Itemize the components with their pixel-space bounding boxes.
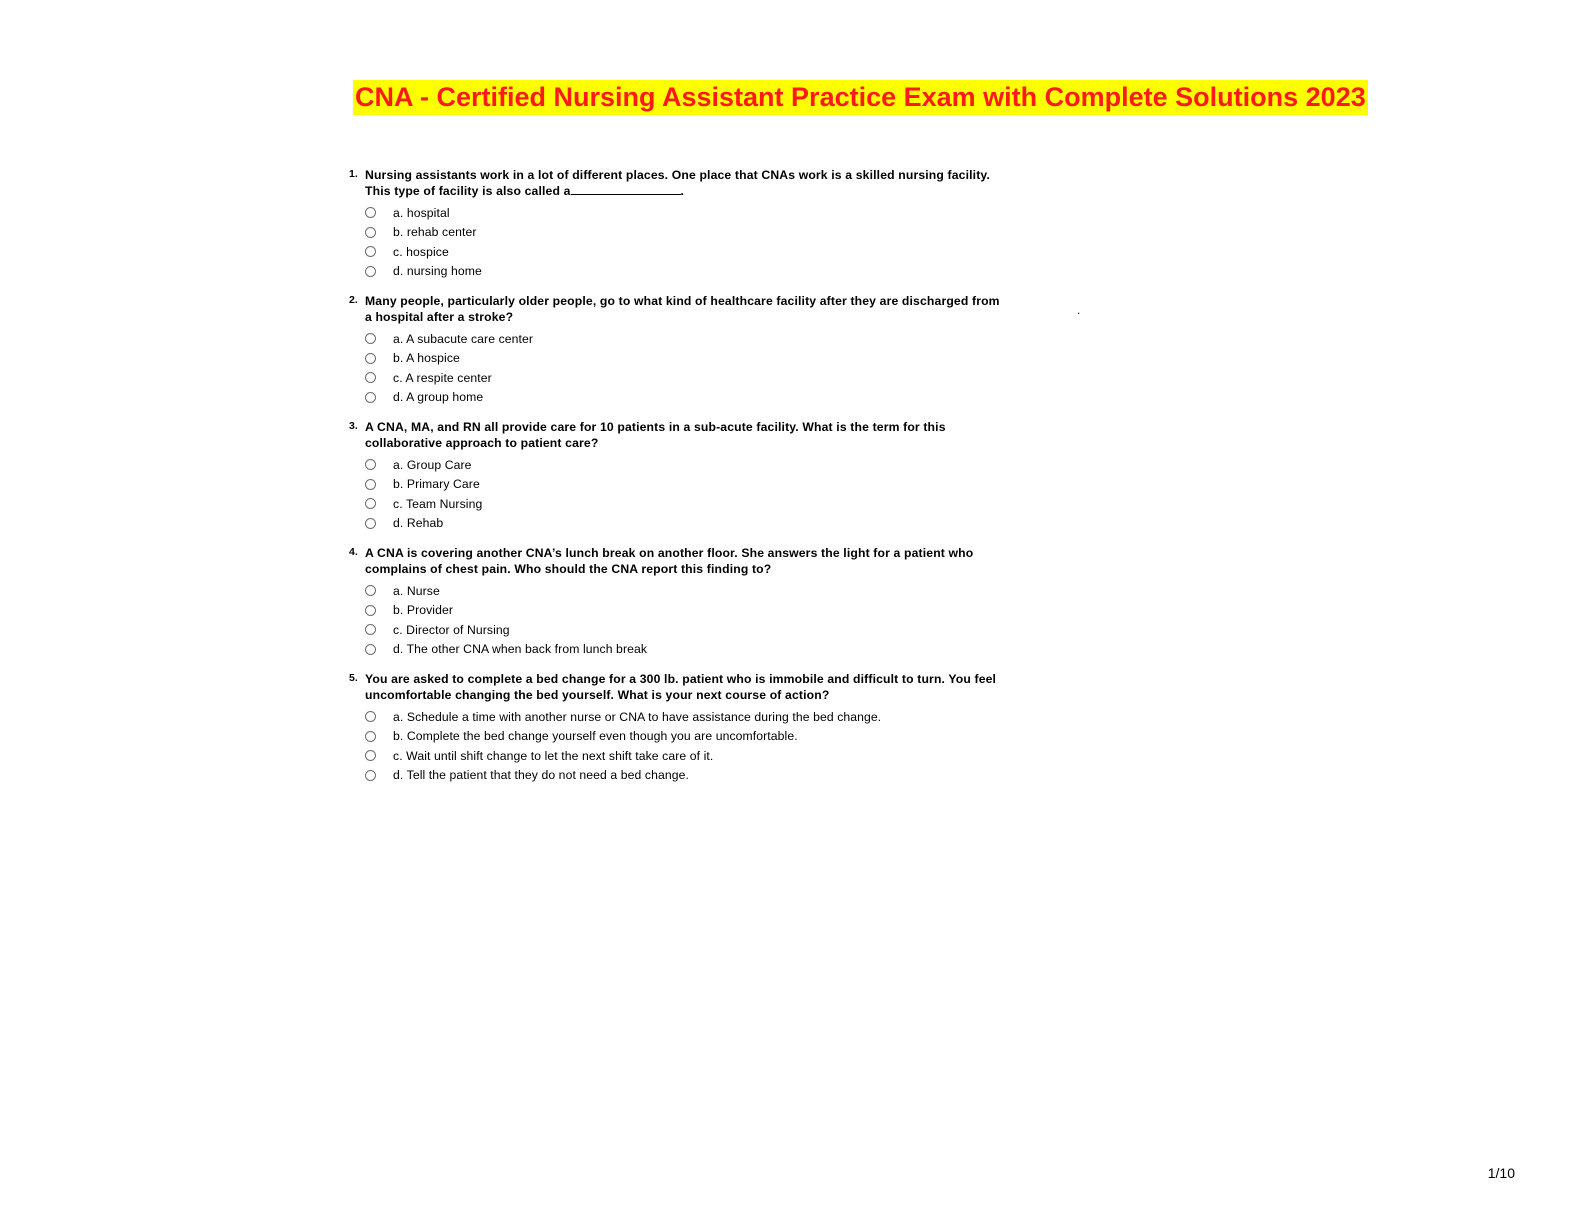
answer-options [349, 455, 1009, 533]
answer-option-d[interactable] [349, 766, 1009, 786]
radio-button[interactable] [365, 498, 376, 509]
page-number: 1/10 [1487, 1165, 1515, 1181]
question-number: 2. [349, 294, 358, 306]
radio-button[interactable] [365, 227, 376, 238]
radio-button[interactable] [365, 750, 376, 761]
radio-button[interactable] [365, 372, 376, 383]
stray-mark: . [1077, 303, 1081, 317]
answer-option-c[interactable] [349, 368, 1009, 388]
question-2 [349, 293, 1009, 407]
answer-option-c[interactable] [349, 494, 1009, 514]
answer-option-b[interactable] [349, 223, 1009, 243]
answer-option-a[interactable] [349, 581, 1009, 601]
radio-button[interactable] [365, 479, 376, 490]
radio-button[interactable] [365, 605, 376, 616]
radio-button[interactable] [365, 207, 376, 218]
option-label: c. Team Nursing [393, 496, 483, 511]
radio-button[interactable] [365, 246, 376, 257]
question-list [349, 167, 1009, 797]
answer-option-a[interactable] [349, 203, 1009, 223]
answer-option-d[interactable] [349, 514, 1009, 534]
answer-option-d[interactable] [349, 640, 1009, 660]
question-number: 1. [349, 168, 358, 180]
radio-button[interactable] [365, 266, 376, 277]
document-title: CNA - Certified Nursing Assistant Practice Exam with Complete Solutions 2023 [353, 80, 1368, 115]
answer-option-c[interactable] [349, 620, 1009, 640]
option-label: a. Schedule a time with another nurse or CNA to have assistance during the bed change. [393, 709, 882, 724]
option-label: d. Rehab [393, 516, 444, 531]
question-number: 4. [349, 546, 358, 558]
radio-button[interactable] [365, 624, 376, 635]
answer-option-c[interactable] [349, 242, 1009, 262]
radio-button[interactable] [365, 711, 376, 722]
question-text: You are asked to complete a bed change for a 300 lb. patient who is immobile and difficult to turn. You feel uncomfortable changing the bed yourself. What is your next course of action? [365, 672, 997, 702]
answer-option-a[interactable] [349, 329, 1009, 349]
radio-button[interactable] [365, 333, 376, 344]
option-label: b. rehab center [393, 225, 477, 240]
option-label: a. A subacute care center [393, 331, 534, 346]
option-label: c. A respite center [393, 370, 492, 385]
radio-button[interactable] [365, 731, 376, 742]
option-label: b. Provider [393, 603, 454, 618]
answer-option-d[interactable] [349, 388, 1009, 408]
option-label: a. Nurse [393, 583, 440, 598]
radio-button[interactable] [365, 585, 376, 596]
option-label: a. Group Care [393, 457, 472, 472]
answer-option-d[interactable] [349, 262, 1009, 282]
answer-options [349, 203, 1009, 281]
radio-button[interactable] [365, 518, 376, 529]
answer-option-b[interactable] [349, 601, 1009, 621]
answer-option-a[interactable] [349, 707, 1009, 727]
option-label: d. nursing home [393, 264, 482, 279]
answer-option-b[interactable] [349, 475, 1009, 495]
radio-button[interactable] [365, 770, 376, 781]
radio-button[interactable] [365, 644, 376, 655]
radio-button[interactable] [365, 459, 376, 470]
option-label: a. hospital [393, 205, 450, 220]
option-label: d. Tell the patient that they do not need a bed change. [393, 768, 689, 783]
option-label: b. A hospice [393, 351, 460, 366]
option-label: b. Primary Care [393, 477, 480, 492]
question-number: 5. [349, 672, 358, 684]
option-label: d. A group home [393, 390, 484, 405]
question-number: 3. [349, 420, 358, 432]
question-text [365, 167, 1009, 199]
answer-option-b[interactable] [349, 349, 1009, 369]
radio-button[interactable] [365, 353, 376, 364]
option-label: c. Director of Nursing [393, 622, 510, 637]
fill-in-blank [571, 184, 681, 195]
question-text-part: . [680, 184, 685, 198]
option-label: d. The other CNA when back from lunch break [393, 642, 648, 657]
answer-option-c[interactable] [349, 746, 1009, 766]
option-label: c. Wait until shift change to let the next shift take care of it. [393, 748, 714, 763]
answer-option-b[interactable] [349, 727, 1009, 747]
option-label: c. hospice [393, 244, 449, 259]
question-4 [349, 545, 1009, 659]
radio-button[interactable] [365, 392, 376, 403]
answer-options [349, 707, 1009, 785]
question-text: A CNA is covering another CNA’s lunch break on another floor. She answers the light for a patient who complains of chest pain. Who should the CNA report this finding to? [365, 546, 974, 576]
question-text-part: Nursing assistants work in a lot of different places. One place that CNAs work is a skilled nursing facility. This type of facility is also called a [365, 168, 990, 198]
option-label: b. Complete the bed change yourself even though you are uncomfortable. [393, 729, 798, 744]
answer-options [349, 329, 1009, 407]
question-1 [349, 167, 1009, 281]
question-5 [349, 671, 1009, 785]
question-text: Many people, particularly older people, go to what kind of healthcare facility after they are discharged from a hospital after a stroke? [365, 294, 1000, 324]
answer-options [349, 581, 1009, 659]
question-text: A CNA, MA, and RN all provide care for 10 patients in a sub-acute facility. What is the term for this collaborative approach to patient care? [365, 420, 946, 450]
answer-option-a[interactable] [349, 455, 1009, 475]
question-3 [349, 419, 1009, 533]
